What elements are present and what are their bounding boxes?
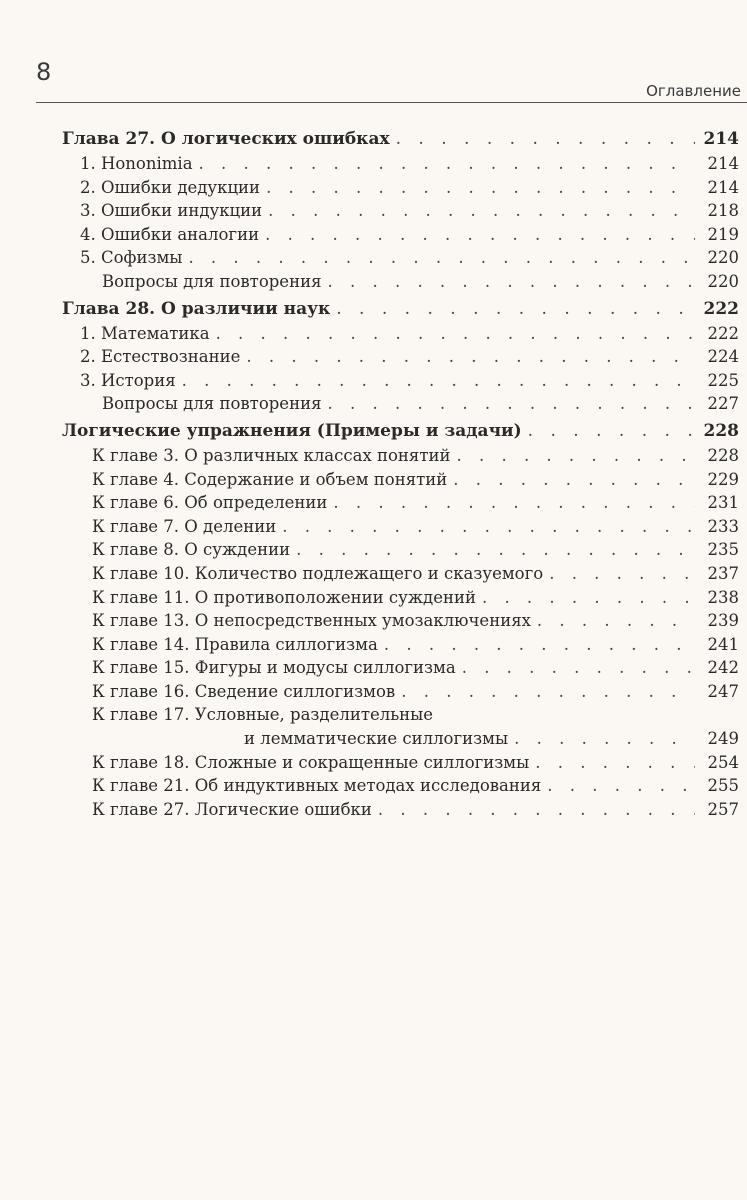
dot-leader: [333, 491, 695, 515]
dot-leader: [268, 199, 695, 223]
toc-entry[interactable]: [62, 369, 739, 393]
dot-leader: [336, 296, 695, 322]
dot-leader: [401, 680, 695, 704]
toc-title: К главе 3. О различных классах понятий: [92, 445, 451, 465]
toc-entry[interactable]: [62, 223, 739, 247]
toc-title: 2. Ошибки дедукции: [80, 177, 261, 197]
toc-exercises[interactable]: [62, 418, 739, 444]
toc-title: К главе 15. Фигуры и модусы силлогизма: [92, 658, 456, 678]
toc-entry[interactable]: [62, 586, 739, 610]
toc-page: 222: [703, 298, 739, 319]
toc-page: 237: [707, 563, 739, 583]
toc-entry[interactable]: [62, 774, 739, 798]
toc-page: 224: [707, 347, 739, 367]
toc-page: 220: [707, 248, 739, 268]
toc-entry[interactable]: [62, 468, 739, 492]
toc-page: 214: [703, 129, 739, 149]
toc-title: К главе 7. О делении: [92, 516, 277, 536]
toc-entry[interactable]: [62, 392, 739, 416]
toc-page: 238: [707, 587, 739, 607]
toc-chapter-28[interactable]: [62, 296, 739, 322]
dot-leader: [266, 176, 695, 200]
dot-leader: [547, 774, 695, 798]
dot-leader: [246, 345, 695, 369]
toc-page: 255: [707, 776, 739, 796]
toc-entry[interactable]: [62, 345, 739, 369]
toc-title: К главе 6. Об определении: [92, 493, 328, 513]
toc-entry[interactable]: [62, 609, 739, 633]
dot-leader: [182, 369, 695, 393]
toc-title: К главе 17. Условные, разделительные: [92, 705, 434, 725]
dot-leader: [384, 633, 695, 657]
toc-page: 228: [703, 420, 739, 441]
toc-page: 229: [707, 469, 739, 489]
toc-title: Глава 27. О логических ошибках: [62, 129, 390, 149]
toc-page: 214: [707, 154, 739, 173]
toc-page: 222: [707, 323, 739, 343]
toc-page: 218: [707, 201, 739, 221]
toc-title: 3. История: [80, 370, 176, 390]
dot-leader: [482, 586, 695, 610]
toc-chapter-27[interactable]: [62, 126, 739, 152]
toc-page: 227: [707, 394, 739, 414]
dot-leader: [265, 223, 695, 247]
toc-title: 4. Ошибки аналогии: [80, 224, 260, 244]
toc-entry[interactable]: [62, 444, 739, 468]
toc-entry-continuation[interactable]: [62, 727, 739, 751]
toc-entry[interactable]: [62, 562, 739, 586]
dot-leader: [549, 562, 695, 586]
toc-entry[interactable]: [62, 246, 739, 270]
toc-entry[interactable]: [62, 680, 739, 704]
toc-entry[interactable]: [62, 322, 739, 346]
toc-entry[interactable]: [62, 515, 739, 539]
dot-leader: [456, 444, 695, 468]
toc-title: 5. Софизмы: [80, 248, 183, 268]
toc-title: 3. Ошибки индукции: [80, 201, 263, 221]
dot-leader: [296, 538, 695, 562]
toc-title: Вопросы для повторения: [102, 271, 322, 291]
dot-leader: [327, 270, 695, 294]
toc-title: К главе 27. Логические ошибки: [92, 799, 372, 819]
running-head: Оглавление: [646, 82, 741, 100]
toc-entry[interactable]: [62, 798, 739, 822]
table-of-contents: [62, 124, 739, 821]
toc-entry[interactable]: [62, 199, 739, 223]
toc-title: К главе 8. О суждении: [92, 540, 291, 560]
page-number: 8: [36, 58, 52, 86]
toc-title: Глава 28. О различии наук: [62, 298, 331, 319]
toc-page: 219: [707, 224, 739, 244]
toc-title: К главе 18. Сложные и сокращенные силлогизмы: [92, 752, 530, 772]
toc-title: Логические упражнения (Примеры и задачи): [62, 420, 522, 441]
toc-title: Вопросы для повторения: [102, 394, 322, 414]
dot-leader: [462, 656, 695, 680]
toc-title: К главе 14. Правила силлогизма: [92, 634, 378, 654]
dot-leader: [378, 798, 695, 822]
toc-entry[interactable]: [62, 270, 739, 294]
dot-leader: [528, 418, 695, 444]
toc-page: 228: [707, 445, 739, 465]
dot-leader: [188, 246, 695, 270]
toc-page: 214: [707, 177, 739, 197]
dot-leader: [453, 468, 695, 492]
toc-title: 1. Hononimia: [80, 154, 193, 173]
toc-page: 231: [707, 493, 739, 513]
toc-page: 241: [707, 634, 739, 654]
dot-leader: [199, 152, 695, 176]
toc-page: 254: [707, 752, 739, 772]
toc-title: К главе 4. Содержание и объем понятий: [92, 469, 448, 489]
toc-entry[interactable]: [62, 751, 739, 775]
dot-leader: [514, 727, 695, 751]
toc-page: 220: [707, 271, 739, 291]
header-rule: [36, 102, 747, 103]
dot-leader: [327, 392, 695, 416]
toc-page: 235: [707, 540, 739, 560]
toc-title: 2. Естествознание: [80, 347, 241, 367]
toc-entry[interactable]: [62, 176, 739, 200]
toc-page: 225: [707, 370, 739, 390]
toc-title: К главе 11. О противоположении суждений: [92, 587, 476, 607]
toc-entry[interactable]: [62, 152, 739, 176]
toc-entry[interactable]: [62, 491, 739, 515]
dot-leader: [216, 322, 695, 346]
toc-page: 239: [707, 611, 739, 631]
toc-page: 233: [707, 516, 739, 536]
toc-title: К главе 13. О непосредственных умозаключениях: [92, 611, 531, 631]
toc-title: К главе 10. Количество подлежащего и сказуемого: [92, 563, 544, 583]
toc-title: К главе 16. Сведение силлогизмов: [92, 681, 396, 701]
toc-title: 1. Математика: [80, 323, 210, 343]
toc-entry[interactable]: [62, 633, 739, 657]
toc-page: 249: [707, 729, 739, 749]
toc-page: 242: [707, 658, 739, 678]
toc-page: 247: [707, 681, 739, 701]
toc-entry[interactable]: [62, 538, 739, 562]
toc-title: и лемматические силлогизмы: [244, 729, 509, 749]
toc-entry[interactable]: [62, 703, 739, 727]
toc-title: К главе 21. Об индуктивных методах исследования: [92, 776, 542, 796]
dot-leader: [537, 609, 695, 633]
toc-page: 257: [707, 799, 739, 819]
dot-leader: [535, 751, 695, 775]
dot-leader: [282, 515, 695, 539]
toc-entry[interactable]: [62, 656, 739, 680]
dot-leader: [396, 126, 695, 152]
